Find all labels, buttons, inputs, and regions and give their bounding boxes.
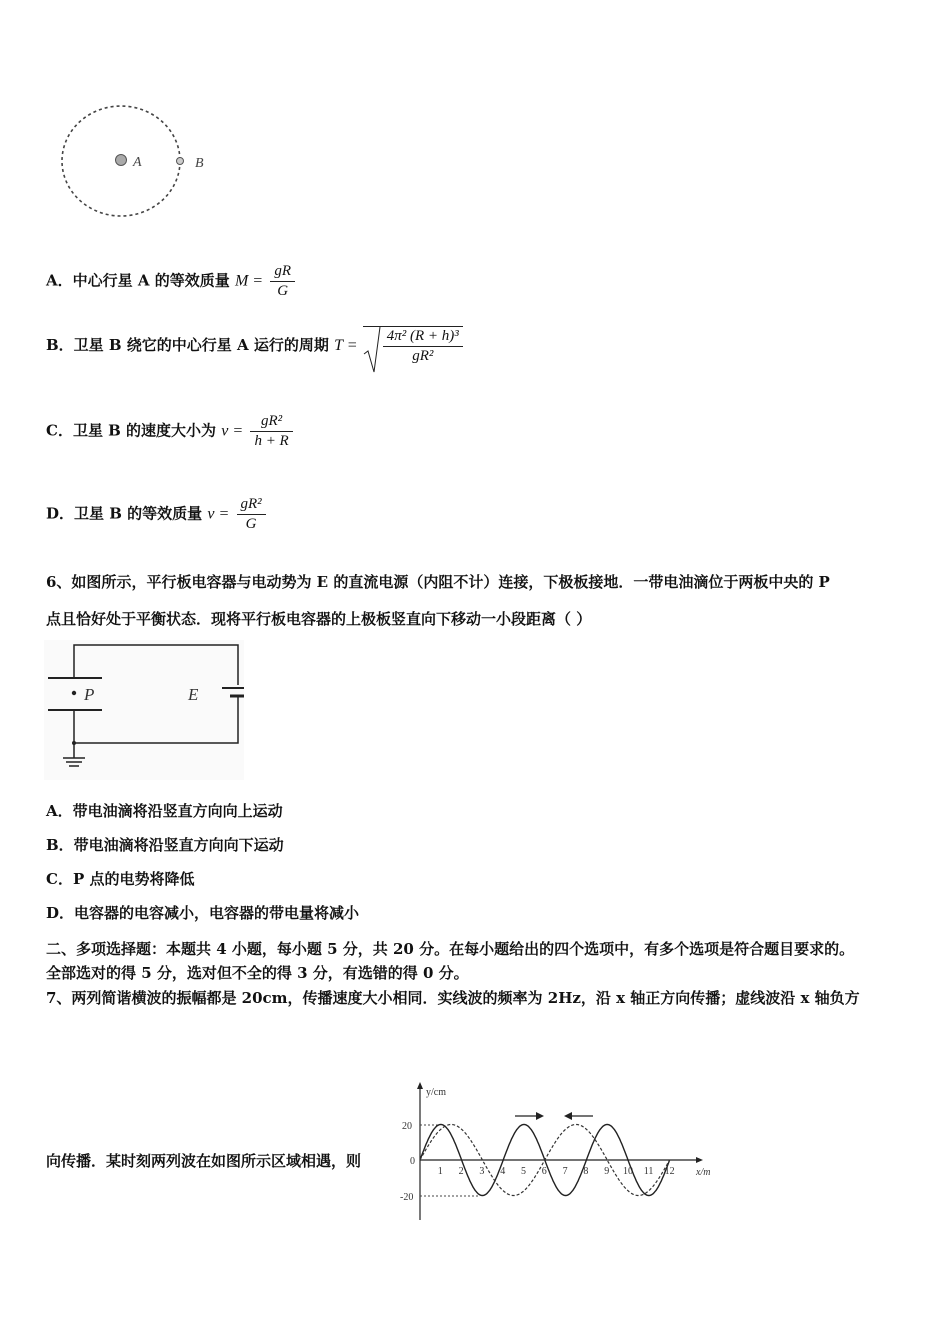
q5-option-d-text: D．卫星 B 的等效质量 — [46, 504, 203, 523]
x-axis-arrow — [696, 1157, 703, 1163]
q5-option-b-lhs: T = — [334, 337, 358, 354]
q5-option-c[interactable] — [46, 412, 293, 451]
oil-drop — [72, 691, 76, 695]
x-tick-3: 3 — [479, 1166, 485, 1177]
label-a: A — [133, 155, 142, 170]
q5-option-c-text: C．卫星 B 的速度大小为 — [46, 421, 217, 440]
fraction-denominator: gR² — [412, 348, 434, 364]
x-tick-12: 12 — [664, 1166, 675, 1177]
satellite-b — [177, 158, 184, 165]
x-tick-9: 9 — [604, 1166, 610, 1177]
q6-option-a[interactable]: A．带电油滴将沿竖直方向向上运动 — [46, 802, 283, 820]
x-tick-4: 4 — [500, 1166, 506, 1177]
x-tick-7: 7 — [562, 1166, 568, 1177]
y-axis-label: y/cm — [426, 1087, 446, 1098]
q6-option-b[interactable]: B．带电油滴将沿竖直方向向下运动 — [46, 836, 284, 854]
q6-stem-line-2: 点且恰好处于平衡状态．现将平行板电容器的上极板竖直向下移动一小段距离（ ） — [46, 610, 592, 628]
label-e: E — [188, 685, 199, 704]
capacitor-circuit-figure — [44, 640, 244, 780]
q5-option-d[interactable] — [46, 495, 266, 534]
y-tick-neg20: -20 — [400, 1192, 414, 1203]
q5-option-b-fraction — [383, 327, 463, 366]
q5-option-b[interactable] — [46, 326, 463, 366]
fraction-denominator: h + R — [254, 433, 289, 449]
fraction-denominator: G — [245, 516, 257, 532]
x-tick-labels — [438, 1166, 675, 1177]
q5-option-b-text: B．卫星 B 绕它的中心行星 A 运行的周期 — [46, 336, 329, 354]
y-axis-arrow — [417, 1082, 423, 1089]
q5-option-a-text: A．中心行星 A 的等效质量 — [46, 271, 230, 290]
section-2-heading-line-1: 二、多项选择题：本题共 4 小题，每小题 5 分，共 20 分。在每小题给出的四个选项中，有多个选项是符合题目要求的。 — [46, 940, 855, 958]
x-tick-11: 11 — [643, 1166, 654, 1177]
fraction-numerator: gR² — [237, 495, 266, 515]
orbit-figure — [55, 100, 225, 225]
fraction-numerator: 4π² (R + h)³ — [383, 327, 463, 347]
fraction-denominator: G — [277, 283, 289, 299]
x-axis-label: x/m — [696, 1167, 711, 1178]
fraction-numerator: gR² — [250, 412, 292, 432]
q6-option-c[interactable]: C．P 点的电势将降低 — [46, 870, 195, 888]
q6-option-d[interactable]: D．电容器的电容减小，电容器的带电量将减小 — [46, 904, 360, 922]
label-b: B — [195, 156, 204, 171]
q5-option-a[interactable] — [46, 262, 295, 301]
planet-a — [116, 155, 127, 166]
section-2-heading-line-2: 全部选对的得 5 分，选对但不全的得 3 分，有选错的得 0 分。 — [46, 964, 469, 982]
q5-option-d-fraction — [237, 495, 266, 534]
x-tick-2: 2 — [458, 1166, 464, 1177]
q5-option-c-fraction — [250, 412, 292, 451]
fraction-numerator: gR — [270, 262, 295, 282]
left-arrow-head — [564, 1112, 572, 1120]
q7-stem-line-2: 向传播．某时刻两列波在如图所示区域相遇，则 — [46, 1152, 362, 1170]
right-arrow-head — [536, 1112, 544, 1120]
q7-stem-line-1: 7、两列简谐横波的振幅都是 20cm，传播速度大小相同．实线波的频率为 2Hz，沿 x 轴正方向传播；虚线波沿 x 轴负方 — [46, 989, 860, 1007]
wave-graph — [398, 1080, 728, 1225]
y-tick-0: 0 — [410, 1156, 415, 1167]
x-tick-5: 5 — [521, 1166, 526, 1177]
q5-option-a-fraction — [270, 262, 295, 301]
x-tick-1: 1 — [437, 1166, 443, 1177]
sqrt-sign — [363, 326, 463, 366]
x-tick-8: 8 — [583, 1166, 589, 1177]
q5-option-d-lhs: v = — [207, 505, 230, 523]
label-p: P — [84, 685, 95, 704]
q6-stem-line-1: 6、如图所示，平行板电容器与电动势为 E 的直流电源（内阻不计）连接，下极板接地．一带电油滴位于两板中央的 P — [46, 573, 830, 591]
x-tick-6: 6 — [541, 1166, 547, 1177]
y-tick-20: 20 — [402, 1121, 412, 1132]
q5-option-c-lhs: v = — [221, 422, 244, 440]
x-tick-10: 10 — [623, 1166, 633, 1177]
q5-option-a-lhs: M = — [234, 272, 264, 290]
